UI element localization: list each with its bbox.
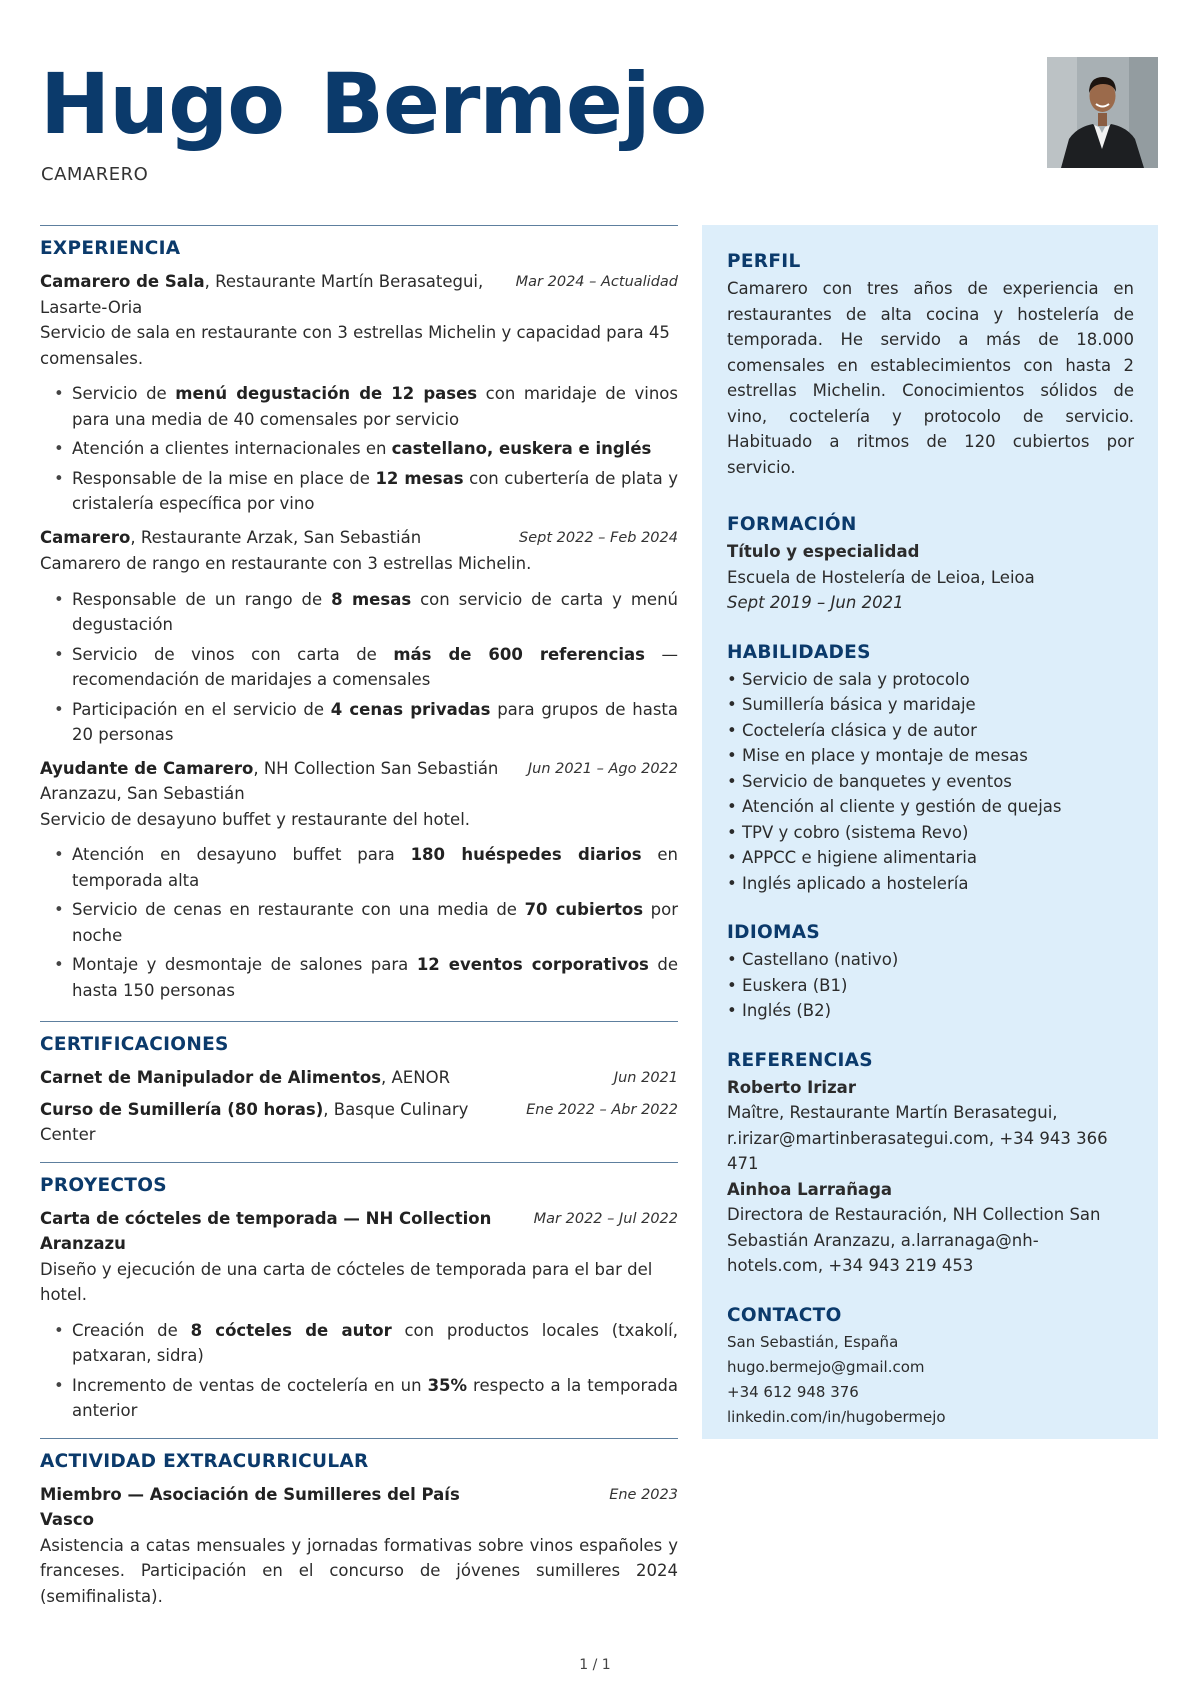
job-date: Jun 2021 – Ago 2022 [527,760,678,777]
bullet-highlight: 35% [427,1375,468,1395]
skill-item: • Mise en place y montaje de mesas [727,746,1028,765]
bullet-text: — recomendación de maridajes a comensales [72,644,678,689]
skill-item: • Atención al cliente y gestión de quejas [727,797,1062,816]
bullet-item [40,587,678,638]
languages-section [727,922,1134,1024]
section-title-experience: EXPERIENCIA [40,238,181,259]
certification-issuer: , AENOR [381,1068,451,1087]
portrait-image [1047,57,1158,168]
bullet-highlight: 8 cócteles de autor [190,1320,392,1340]
bullet-item [40,952,678,1003]
bullet-highlight: 12 eventos corporativos [416,955,649,974]
section-divider [40,1021,678,1022]
sidebar-panel [702,225,1158,1439]
profile-text: Camarero con tres años de experiencia en restaurantes de alta cocina y hostelería de temporada. He servido a más de 18.000 comensales en establecimientos con hasta 2 estrellas Michelin. Conocimientos sólidos de vino, coctelería y protocolo de servicio. Habituado a ritmos de 120 cubiertos por servicio. [727,279,1134,477]
entry-header [40,1065,678,1092]
job-position: Camarero de Sala [40,272,205,291]
education-dates: Sept 2019 – Jun 2021 [727,593,904,612]
education-degree: Título y especialidad [727,542,920,561]
skills-section [727,642,1134,897]
certification-name: Curso de Sumillería (80 horas) [40,1099,324,1119]
candidate-name [40,55,707,153]
bullet-highlight: 8 mesas [331,589,412,609]
experience-entry [40,525,678,748]
main-column [40,225,678,1609]
skill-item: • Coctelería clásica y de autor [727,720,977,740]
bullet-highlight: castellano, euskera e inglés [391,439,652,458]
first-name: Hugo [40,55,284,153]
contact-phone[interactable]: +34 612 948 376 [727,1382,859,1401]
activity-name: Miembro — Asociación de Sumilleres del País Vasco [40,1484,460,1529]
bullet-text: para grupos de hasta 20 personas [72,699,679,744]
job-summary: Servicio de desayuno buffet y restaurante del hotel. [40,809,471,829]
languages-list [727,947,1134,1024]
bullet-item [40,697,678,748]
bullet-item [40,1373,678,1424]
entry-title [40,1065,510,1091]
bullet-text: Servicio de [72,384,176,403]
job-position: Ayudante de Camarero [40,758,254,778]
certification-name: Carnet de Manipulador de Alimentos [40,1068,382,1087]
job-position: Camarero [40,527,131,547]
job-company: , NH Collection San Sebastián Aranzazu, San Sebastián [40,758,499,803]
skill-item: • APPCC e higiene alimentaria [727,848,977,867]
bullet-text: Participación en el servicio de [72,699,331,719]
bullet-item [40,466,678,517]
bullet-text: por noche [72,900,678,945]
reference-name: Ainhoa Larrañaga [727,1179,893,1199]
bullet-item [40,842,678,893]
language-item: • Castellano (nativo) [727,950,899,969]
bullet-text: Responsable de la mise en place de [72,468,376,488]
profile-photo [1047,57,1158,168]
job-summary: Camarero de rango en restaurante con 3 estrellas Michelin. [40,554,532,573]
job-date: Sept 2022 – Feb 2024 [519,529,678,546]
bullet-text: Atención a clientes internacionales en [72,439,392,458]
last-name: Bermejo [319,55,707,153]
section-divider [40,1162,678,1163]
project-summary: Diseño y ejecución de una carta de cócteles de temporada para el bar del hotel. [40,1259,653,1304]
bullet-highlight: 4 cenas privadas [330,699,491,719]
experience-entry [40,756,678,1004]
language-item: • Inglés (B2) [727,1001,832,1020]
project-date: Mar 2022 – Jul 2022 [533,1210,678,1227]
bullet-item [40,436,678,462]
bullet-text: Servicio de vinos con carta de [72,644,394,664]
entry-header [40,525,678,552]
project-entry [40,1206,678,1424]
skill-item: • TPV y cobro (sistema Revo) [727,822,969,842]
job-company: , Restaurante Arzak, San Sebastián [130,527,422,547]
experience-entry [40,269,678,517]
reference-name: Roberto Irizar [727,1077,856,1097]
contact-section [727,1305,1134,1430]
section-title-skills: HABILIDADES [727,641,871,663]
projects-list [40,1206,678,1424]
section-title-projects: PROYECTOS [40,1174,167,1196]
entry-title [40,1206,510,1257]
bullet-text: Servicio de cenas en restaurante con una media de [72,900,525,919]
job-title: CAMARERO [41,164,149,185]
bullet-text: con productos locales (txakolí, patxaran, sidra) [72,1320,678,1365]
entry-title [40,269,510,320]
entry-header [40,269,678,320]
education-section [727,514,1134,616]
extracurricular-entry [40,1482,678,1610]
skill-item: • Servicio de banquetes y eventos [727,771,1012,791]
entry-header [40,756,678,807]
bullet-item [40,897,678,948]
bullet-text: con maridaje de vinos para una media de 40 comensales por servicio [72,384,678,429]
bullet-highlight: 70 cubiertos [524,900,644,919]
certification-issuer: , Basque Culinary Center [40,1099,469,1144]
references-list [727,1075,1134,1279]
bullet-item [40,381,678,432]
project-name: Carta de cócteles de temporada — NH Collection Aranzazu [40,1208,492,1253]
skill-item: • Servicio de sala y protocolo [727,669,970,689]
section-title-contact: CONTACTO [727,1304,842,1326]
entry-title [40,1097,510,1148]
section-title-certifications: CERTIFICACIONES [40,1034,229,1055]
profile-section [727,251,1134,480]
bullet-list [40,381,678,517]
contact-email[interactable]: hugo.bermejo@gmail.com [727,1357,925,1376]
bullet-text: Montaje y desmontaje de salones para [72,955,417,974]
bullet-text: Responsable de un rango de [72,589,332,609]
section-divider [40,225,678,226]
entry-title [40,1482,510,1533]
section-divider [40,1438,678,1439]
section-title-education: FORMACIÓN [727,514,857,535]
skill-item: • Inglés aplicado a hostelería [727,873,969,893]
job-company: , Restaurante Martín Berasategui, Lasarte-Oria [40,272,484,317]
extracurricular-list [40,1482,678,1610]
contact-location: San Sebastián, España [727,1332,899,1351]
entry-header [40,1206,678,1257]
bullet-highlight: 180 huéspedes diarios [410,845,642,864]
entry-title [40,525,510,551]
bullet-text: de hasta 150 personas [72,955,678,1000]
skills-list [727,667,1134,897]
entry-header [40,1482,678,1533]
bullet-highlight: 12 mesas [375,468,464,488]
section-title-profile: PERFIL [727,251,801,272]
activity-summary: Asistencia a catas mensuales y jornadas formativas sobre vinos españoles y franceses. Participación en el concurso de jóvenes sumilleres 2024 (semifinalista). [40,1535,678,1606]
reference-detail: Directora de Restauración, NH Collection San Sebastián Aranzazu, a.larranaga@nh-hotels.com, +34 943 219 453 [727,1205,1101,1275]
reference-detail: Maître, Restaurante Martín Berasategui, r.irizar@martinberasategui.com, +34 943 366 471 [727,1103,1108,1173]
bullet-text: Incremento de ventas de coctelería en un [72,1375,428,1395]
section-title-languages: IDIOMAS [727,922,821,943]
certification-date: Ene 2022 – Abr 2022 [526,1101,678,1118]
bullet-text: Creación de [72,1320,191,1340]
job-date: Mar 2024 – Actualidad [515,274,678,290]
certifications-list [40,1065,678,1148]
bullet-text: con cubertería de plata y cristalería específica por vino [72,468,679,513]
certification-entry [40,1065,678,1092]
job-summary: Servicio de sala en restaurante con 3 estrellas Michelin y capacidad para 45 comensales. [40,323,670,368]
contact-linkedin[interactable]: linkedin.com/in/hugobermejo [727,1407,946,1426]
entry-title [40,756,510,807]
language-item: • Euskera (B1) [727,975,848,995]
skill-item: • Sumillería básica y maridaje [727,695,976,714]
certification-date: Jun 2021 [613,1070,678,1086]
bullet-item [40,1318,678,1369]
section-title-references: REFERENCIAS [727,1049,873,1071]
activity-date: Ene 2023 [609,1486,678,1503]
bullet-item [40,642,678,693]
certification-entry [40,1097,678,1148]
education-school: Escuela de Hostelería de Leioa, Leioa [727,567,1035,587]
experience-list [40,269,678,1003]
bullet-list [40,587,678,748]
page-number: 1 / 1 [579,1657,611,1673]
bullet-text: Atención en desayuno buffet para [72,845,411,864]
bullet-highlight: menú degustación de 12 pases [175,384,478,403]
bullet-list [40,842,678,1003]
bullet-text: en temporada alta [72,845,679,890]
references-section [727,1050,1134,1279]
entry-header [40,1097,678,1148]
bullet-text: con servicio de carta y menú degustación [72,589,678,634]
bullet-highlight: más de 600 referencias [393,644,646,664]
bullet-list [40,1318,678,1424]
section-title-extracurricular: ACTIVIDAD EXTRACURRICULAR [40,1450,369,1472]
bullet-text: respecto a la temporada anterior [72,1375,679,1420]
